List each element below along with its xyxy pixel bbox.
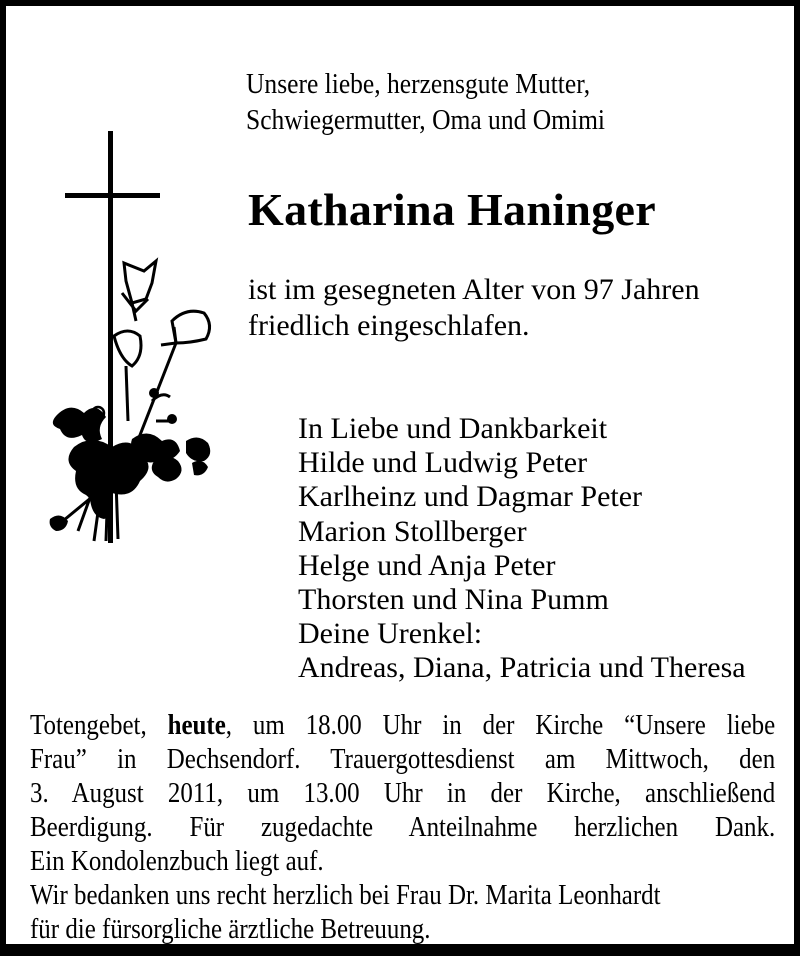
mourner-line: Deine Urenkel: (298, 617, 483, 651)
mourner-line: Karlheinz und Dagmar Peter (298, 480, 643, 514)
obituary-notice (6, 6, 794, 944)
mourners-list (298, 412, 746, 686)
footer-line: Totengebet, heute, um 18.00 Uhr in der Kirche “Unsere liebe (30, 709, 776, 741)
mourner-line: In Liebe und Dankbarkeit (298, 412, 608, 445)
age-statement (248, 272, 700, 344)
mourner-line: Hilde und Ludwig Peter (298, 446, 588, 480)
footer-line: Wir bedanken uns recht herzlich bei Frau Dr. Marita Leonhardt (30, 879, 661, 911)
age-line: ist im gesegneten Alter von 97 Jahren (248, 273, 700, 306)
mourner-line: Thorsten und Nina Pumm (298, 583, 609, 617)
intro-line: Unsere liebe, herzensgute Mutter, (246, 68, 591, 100)
service-details (30, 708, 777, 946)
deceased-name: Katharina Haninger (248, 184, 656, 235)
intro-line: Schwiegermutter, Oma und Omimi (246, 104, 606, 136)
footer-line: Beerdigung. Für zugedachte Anteilnahme herzlichen Dank. (30, 811, 776, 843)
footer-line: Frau” in Dechsendorf. Trauergottesdienst am Mittwoch, den (30, 743, 776, 775)
intro-text (246, 66, 605, 138)
mourner-line: Helge und Anja Peter (298, 548, 556, 582)
footer-line: 3. August 2011, um 13.00 Uhr in der Kirche, anschließend (30, 777, 776, 809)
footer-line: für die fürsorgliche ärztliche Betreuung. (30, 913, 431, 945)
footer-line: Ein Kondolenzbuch liegt auf. (30, 845, 324, 877)
cross-with-flowers-icon (36, 121, 236, 551)
emphasis-today: heute (167, 709, 226, 741)
age-line: friedlich eingeschlafen. (248, 309, 530, 342)
mourner-line: Andreas, Diana, Patricia und Theresa (298, 651, 746, 685)
mourner-line: Marion Stollberger (298, 514, 527, 548)
